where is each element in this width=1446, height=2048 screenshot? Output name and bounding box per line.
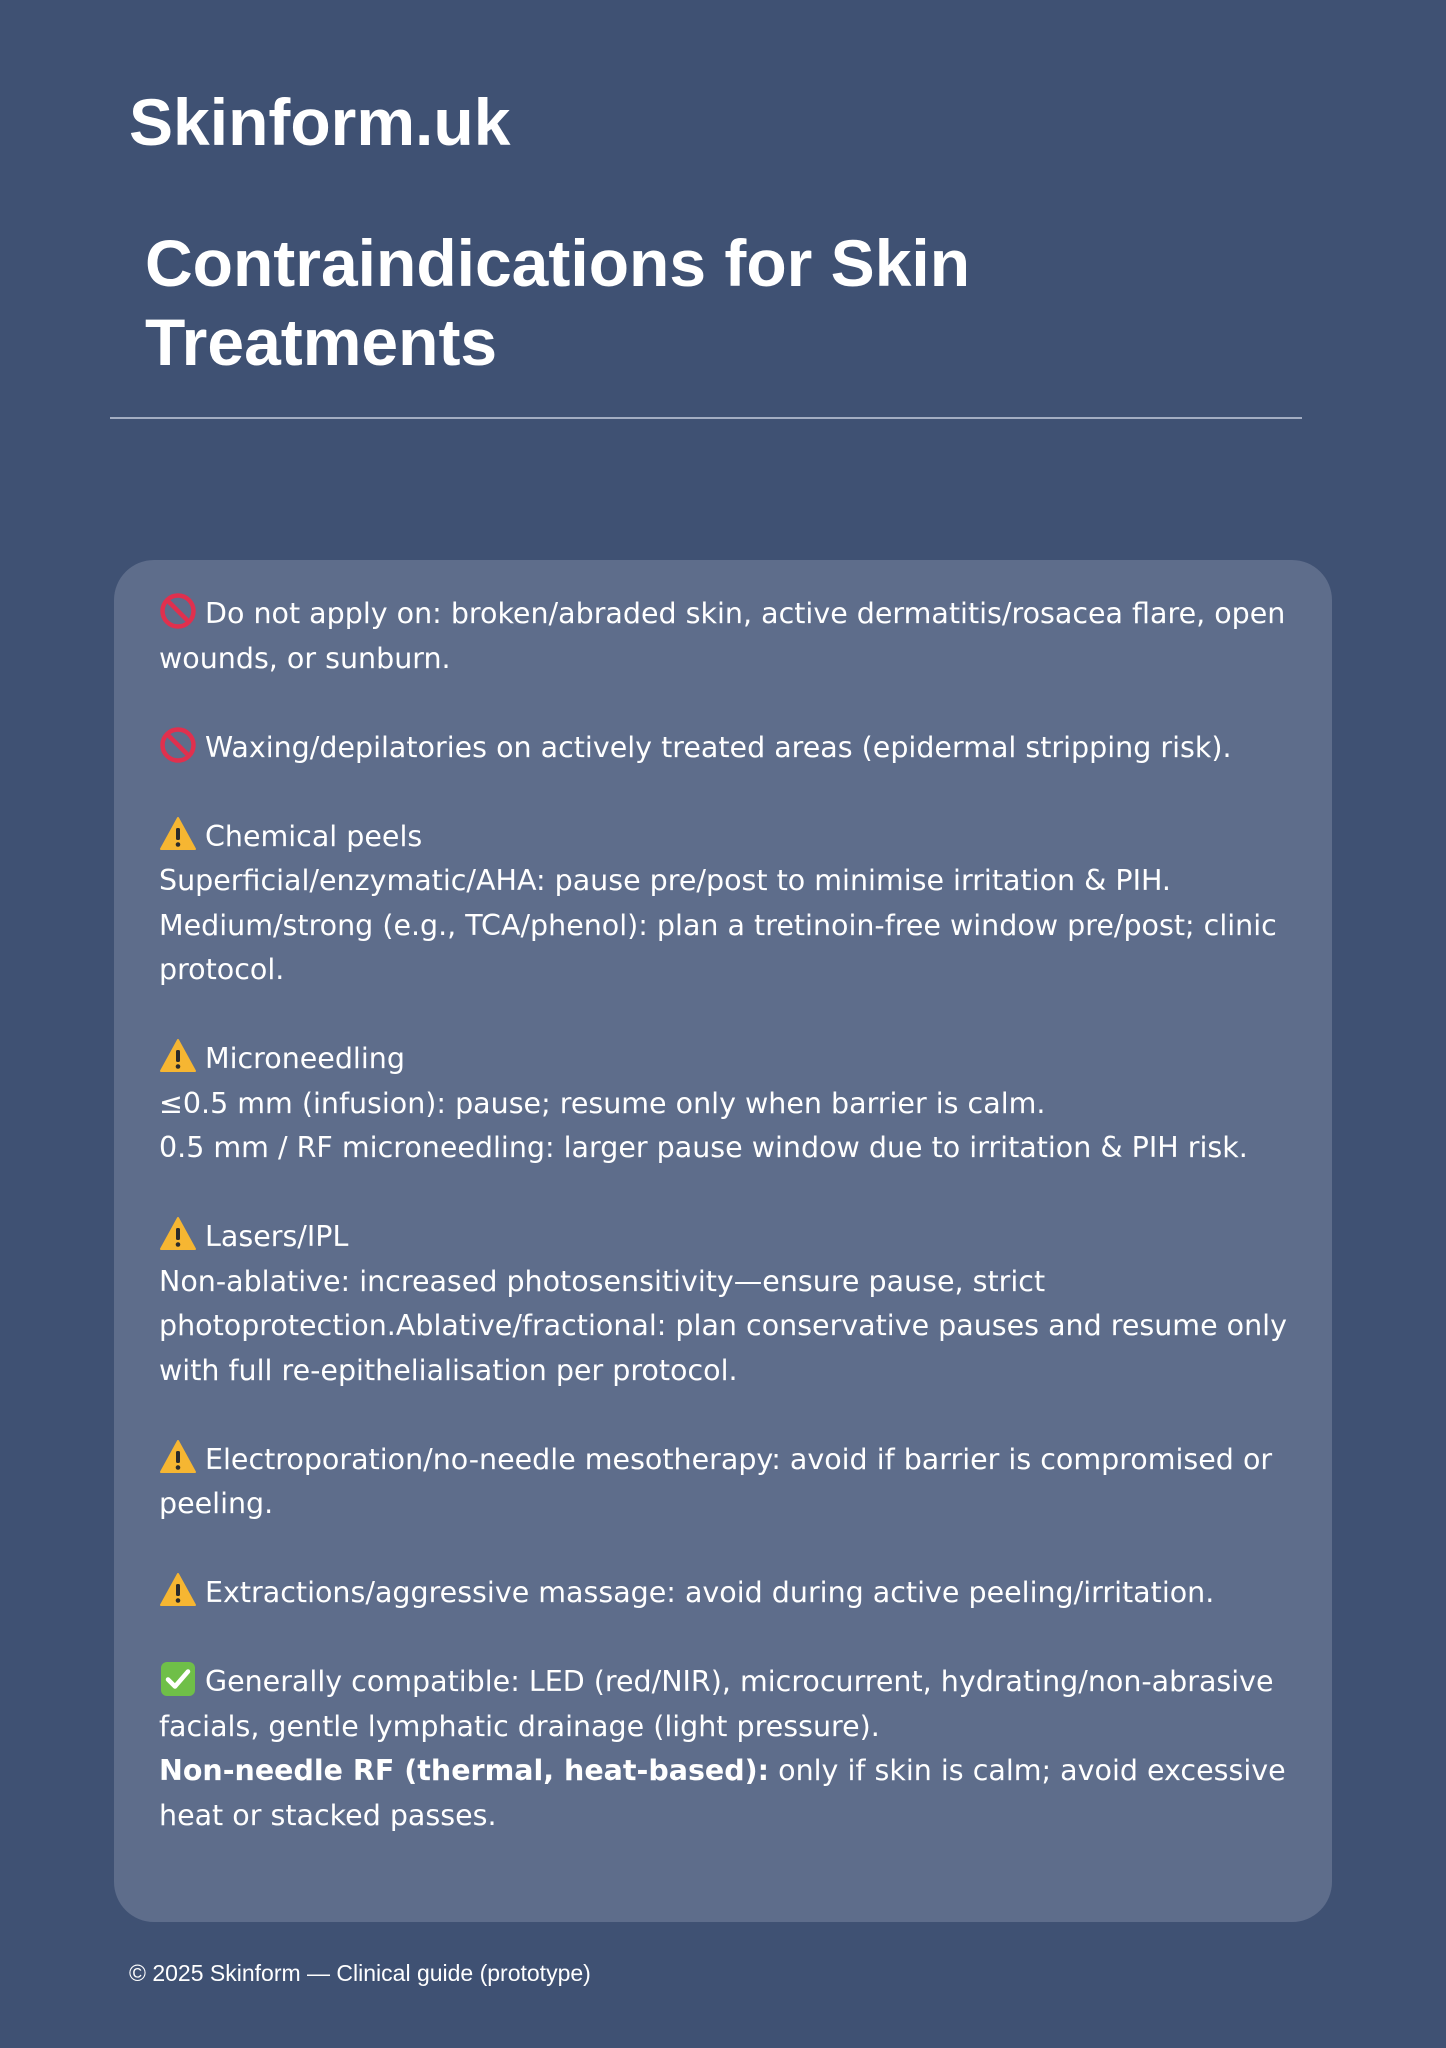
list-item — [159, 1037, 1314, 1171]
list-item — [159, 1215, 1314, 1393]
item-heading-text: Lasers/IPL — [205, 1220, 349, 1253]
item-line: Non-ablative: increased photosensitivity—ensure pause, strict photoprotection.Ablative/fractional: plan conservative pauses and resume only with full re-epithelialisation per protocol. — [159, 1264, 1287, 1387]
item-heading — [159, 1037, 1314, 1082]
item-heading-text: Microneedling — [205, 1042, 405, 1075]
title-divider — [110, 417, 1302, 419]
rf-detail-text: only if skin is calm; avoid excessive heat or stacked passes. — [159, 1754, 1286, 1832]
warning-icon — [159, 1037, 197, 1075]
item-text: Electroporation/no-needle mesotherapy: avoid if barrier is compromised or peeling. — [159, 1442, 1273, 1520]
prohibited-icon — [159, 592, 197, 630]
item-line — [159, 1749, 1314, 1838]
rf-bold-label: Non-needle RF (thermal, heat-based): — [159, 1754, 770, 1787]
check-icon — [159, 1660, 197, 1698]
item-line: Medium/strong (e.g., TCA/phenol): plan a tretinoin-free window pre/post; clinic protocol. — [159, 908, 1277, 986]
prohibited-icon — [159, 726, 197, 764]
warning-icon — [159, 1215, 197, 1253]
list-item — [159, 1571, 1314, 1616]
item-heading — [159, 1215, 1314, 1260]
item-line — [159, 1438, 1314, 1527]
list-item — [159, 1438, 1314, 1527]
list-item — [159, 815, 1314, 993]
item-text: Do not apply on: broken/abraded skin, active dermatitis/rosacea flare, open wounds, or sunburn. — [159, 597, 1286, 675]
item-line: ≤0.5 mm (infusion): pause; resume only when barrier is calm. — [159, 1086, 1046, 1120]
brand-name: Skinform.uk — [129, 85, 511, 159]
item-line: 0.5 mm / RF microneedling: larger pause window due to irritation & PIH risk. — [159, 1131, 1248, 1164]
warning-icon — [159, 1438, 197, 1476]
item-line — [159, 1571, 1314, 1616]
item-text: Extractions/aggressive massage: avoid during active peeling/irritation. — [205, 1576, 1215, 1609]
list-item — [159, 726, 1314, 771]
item-text: Waxing/depilatories on actively treated areas (epidermal stripping risk). — [205, 730, 1232, 764]
list-item — [159, 1660, 1314, 1838]
item-line — [159, 1660, 1314, 1749]
contraindications-card — [114, 560, 1332, 1922]
warning-icon — [159, 1571, 197, 1609]
item-line: Superficial/enzymatic/AHA: pause pre/post to minimise irritation & PIH. — [159, 864, 1171, 897]
item-heading — [159, 815, 1314, 860]
warning-icon — [159, 815, 197, 853]
footer-text: © 2025 Skinform — Clinical guide (prototype) — [129, 1960, 591, 1986]
list-item — [159, 592, 1314, 681]
page-title: Contraindications for Skin Treatments — [145, 226, 971, 379]
item-line — [159, 592, 1314, 681]
item-line — [159, 726, 1314, 771]
item-text: Generally compatible: LED (red/NIR), microcurrent, hydrating/non-abrasive facials, gentle lymphatic drainage (light pressure). — [159, 1665, 1274, 1743]
item-heading-text: Chemical peels — [205, 819, 423, 853]
